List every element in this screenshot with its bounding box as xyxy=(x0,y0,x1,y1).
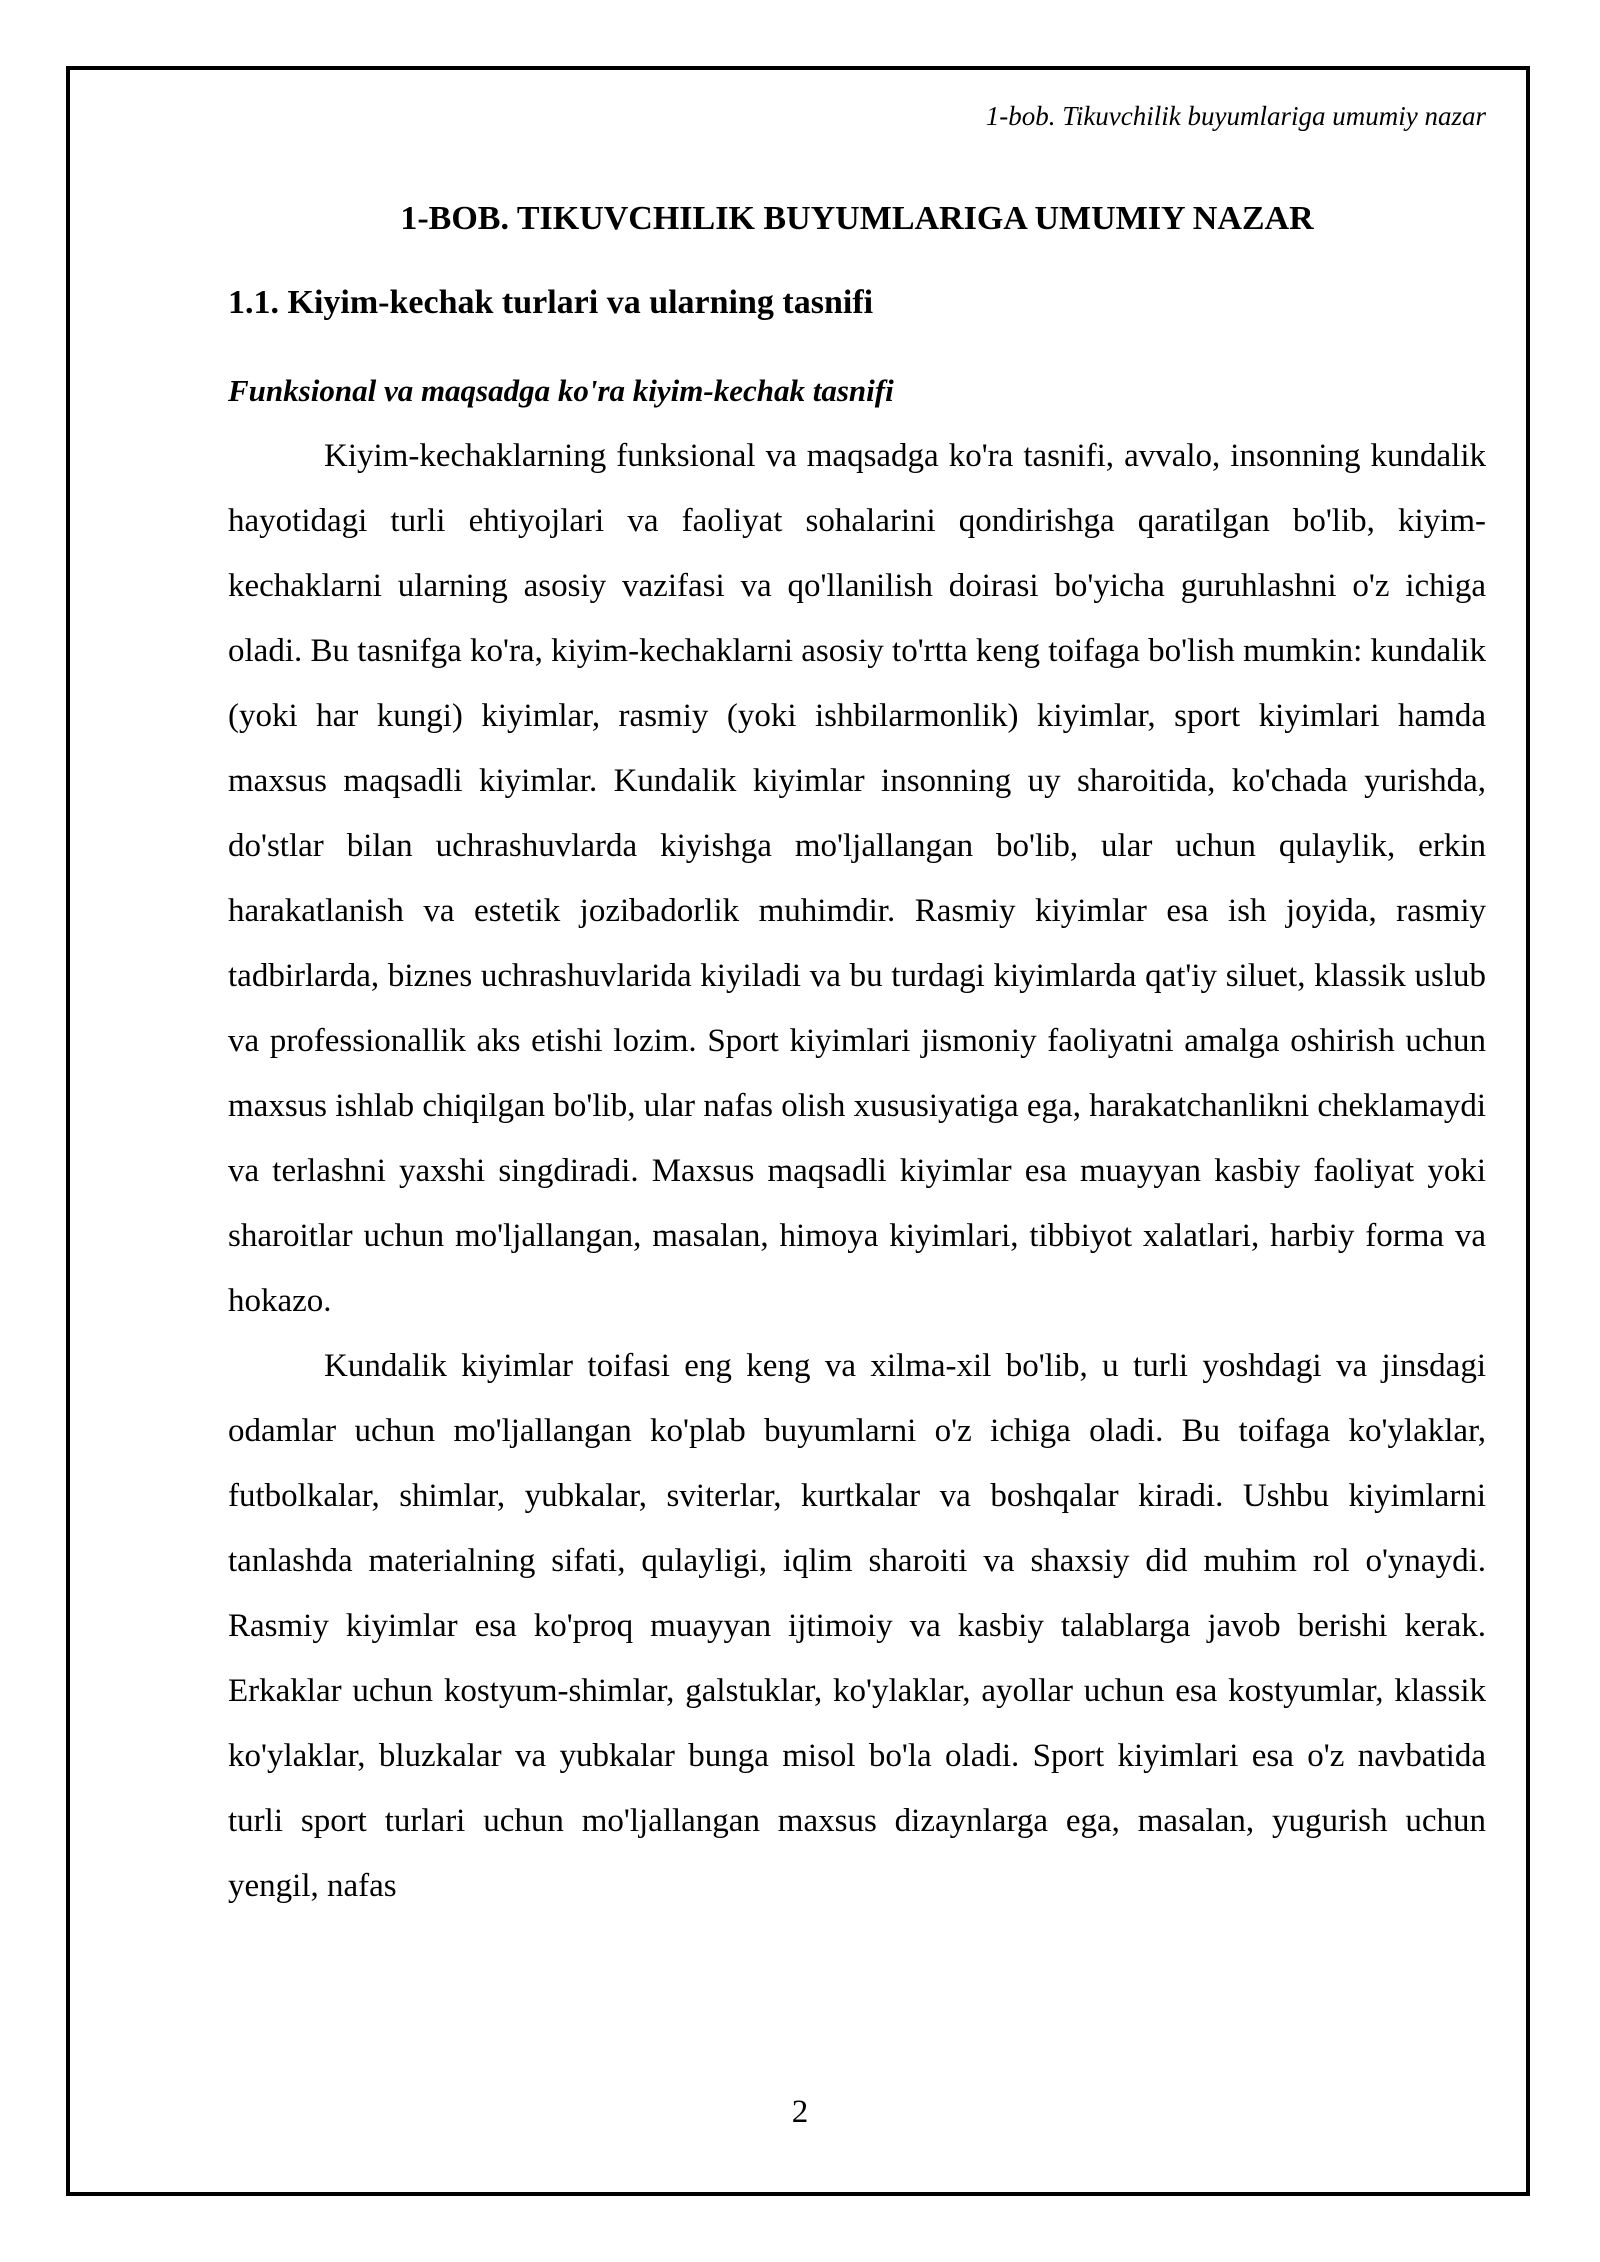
chapter-title: 1-BOB. TIKUVCHILIK BUYUMLARIGA UMUMIY NAZAR xyxy=(400,200,1314,237)
body-paragraph-1: Kiyim-kechaklarning funksional va maqsadga ko'ra tasnifi, avvalo, insonning kundalik hayotidagi turli ehtiyojlari va faoliyat sohalarini qondirishga qaratilgan bo'lib, kiyim-kechaklarni ularning asosiy vazifasi va qo'llanilish doirasi bo'yicha guruhlashni o'z ichiga oladi. Bu tasnifga ko'ra, kiyim-kechaklarni asosiy to'rtta keng toifaga bo'lish mumkin: kundalik (yoki har kungi) kiyimlar, rasmiy (yoki ishbilarmonlik) kiyimlar, sport kiyimlari hamda maxsus maqsadli kiyimlar. Kundalik kiyimlar insonning uy sharoitida, ko'chada yurishda, do'stlar bilan uchrashuvlarda kiyishga mo'ljallangan bo'lib, ular uchun qulaylik, erkin harakatlanish va estetik jozibadorlik muhimdir. Rasmiy kiyimlar esa ish joyida, rasmiy tadbirlarda, biznes uchrashuvlarida kiyiladi va bu turdagi kiyimlarda qat'iy siluet, klassik uslub va professionallik aks etishi lozim. Sport kiyimlari jismoniy faoliyatni amalga oshirish uchun maxsus ishlab chiqilgan bo'lib, ular nafas olish xususiyatiga ega, harakatchanlikni cheklamaydi va terlashni yaxshi singdiradi. Maxsus maqsadli kiyimlar esa muayyan kasbiy faoliyat yoki sharoitlar uchun mo'ljallangan, masalan, himoya kiyimlari, tibbiyot xalatlari, harbiy forma va hokazo. xyxy=(228,438,1486,1319)
body-paragraph-2: Kundalik kiyimlar toifasi eng keng va xilma-xil bo'lib, u turli yoshdagi va jinsdagi odamlar uchun mo'ljallangan ko'plab buyumlarni o'z ichiga oladi. Bu toifaga ko'ylaklar, futbolkalar, shimlar, yubkalar, sviterlar, kurtkalar va boshqalar kiradi. Ushbu kiyimlarni tanlashda materialning sifati, qulayligi, iqlim sharoiti va shaxsiy did muhim rol o'ynaydi. Rasmiy kiyimlar esa ko'proq muayyan ijtimoiy va kasbiy talablarga javob berishi kerak. Erkaklar uchun kostyum-shimlar, galstuklar, ko'ylaklar, ayollar uchun esa kostyumlar, klassik ko'ylaklar, bluzkalar va yubkalar bunga misol bo'la oladi. Sport kiyimlari esa o'z navbatida turli sport turlari uchun mo'ljallangan maxsus dizaynlarga ega, masalan, yugurish uchun yengil, nafas xyxy=(228,1348,1486,1904)
subsection-title: Funksional va maqsadga ko'ra kiyim-kechak tasnifi xyxy=(228,373,894,408)
running-header: 1-bob. Tikuvchilik buyumlariga umumiy nazar xyxy=(985,101,1486,131)
section-title: 1.1. Kiyim-kechak turlari va ularning tasnifi xyxy=(228,284,874,321)
page-number: 2 xyxy=(791,2094,809,2130)
page-content xyxy=(228,90,1486,1919)
